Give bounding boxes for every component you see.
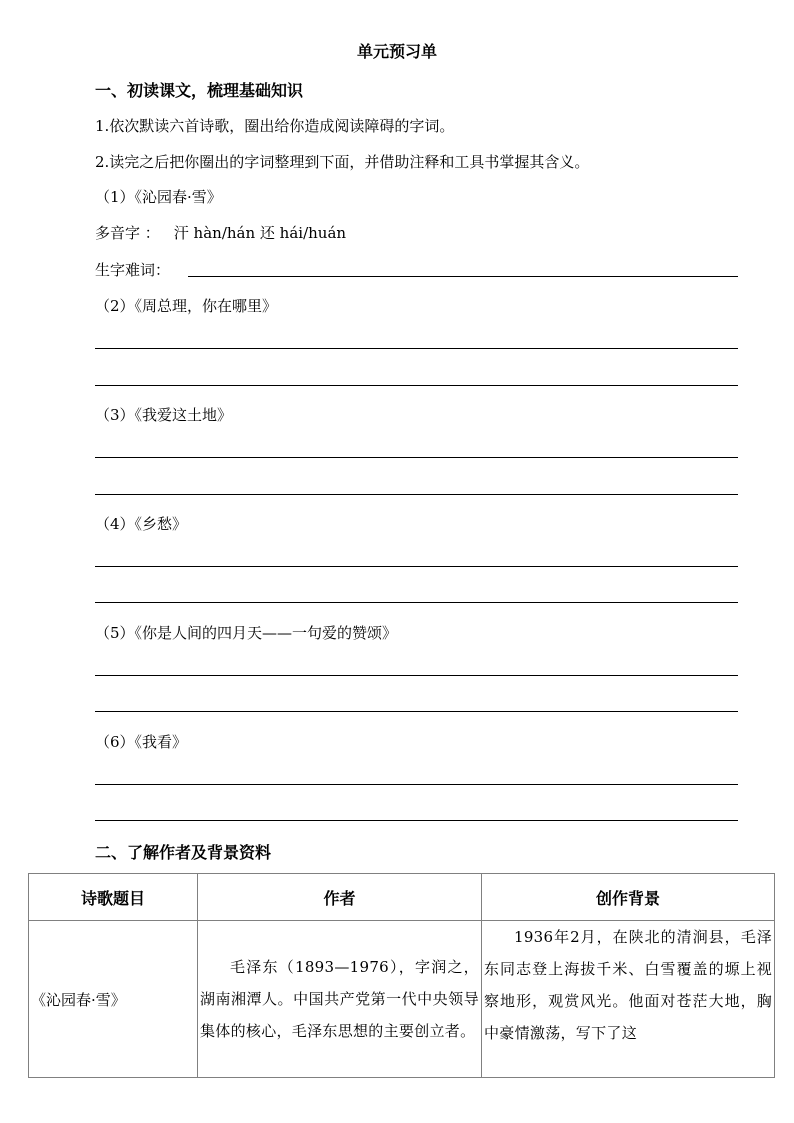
header-background: 创作背景 [482,874,775,921]
header-author: 作者 [198,874,482,921]
page-title: 单元预习单 [356,42,437,61]
poem-5-fill-line-1[interactable] [95,675,738,676]
poem-3-label: （3）《我爱这土地》 [95,406,233,424]
poem-1-label: （1）《沁园春·雪》 [95,188,222,206]
poem-4-fill-line-2[interactable] [95,602,738,603]
polyphone-content: 汗 hàn/hán 还 hái/huán [173,224,347,242]
poem-2-label: （2）《周总理，你在哪里》 [95,297,278,315]
difficult-words-fill-line[interactable] [188,276,738,277]
instruction-2: 2.读完之后把你圈出的字词整理到下面，并借助注释和工具书掌握其含义。 [95,153,590,171]
poem-6-label: （6）《我看》 [95,733,188,751]
difficult-words-label: 生字难词： [95,261,171,279]
poem-3-fill-line-2[interactable] [95,494,738,495]
poem-6-fill-line-2[interactable] [95,820,738,821]
table-header-row [29,874,775,921]
section1-heading: 一、初读课文，梳理基础知识 [95,81,304,100]
table-row [29,921,775,1078]
poem-4-fill-line-1[interactable] [95,566,738,567]
row-background-cell [482,921,775,1078]
section2-heading: 二、了解作者及背景资料 [95,843,272,862]
poem-5-fill-line-2[interactable] [95,711,738,712]
row-author-cell [198,921,482,1078]
poem-2-fill-line-1[interactable] [95,348,738,349]
row-background: 1936年2月，在陕北的清涧县，毛泽东同志登上海拔千米、白雪覆盖的塬上视察地形，观赏风光。他面对苍茫大地，胸中豪情激荡，写下了这 [484,928,772,1042]
poem-6-fill-line-1[interactable] [95,784,738,785]
background-table [28,873,775,1078]
row-poem-title: 《沁园春·雪》 [29,921,198,1078]
row-author: 毛泽东（1893—1976），字润之，湖南湘潭人。中国共产党第一代中央领导集体的核心，毛泽东思想的主要创立者。 [200,958,479,1040]
instruction-1: 1.依次默读六首诗歌，圈出给你造成阅读障碍的字词。 [95,117,455,135]
polyphone-label: 多音字 ： [95,224,160,242]
poem-3-fill-line-1[interactable] [95,457,738,458]
poem-2-fill-line-2[interactable] [95,385,738,386]
header-poem-title: 诗歌题目 [29,874,198,921]
poem-5-label: （5）《你是人间的四月天——一句爱的赞颂》 [95,624,398,642]
poem-4-label: （4）《乡愁》 [95,515,188,533]
polyphone-row [95,222,346,243]
